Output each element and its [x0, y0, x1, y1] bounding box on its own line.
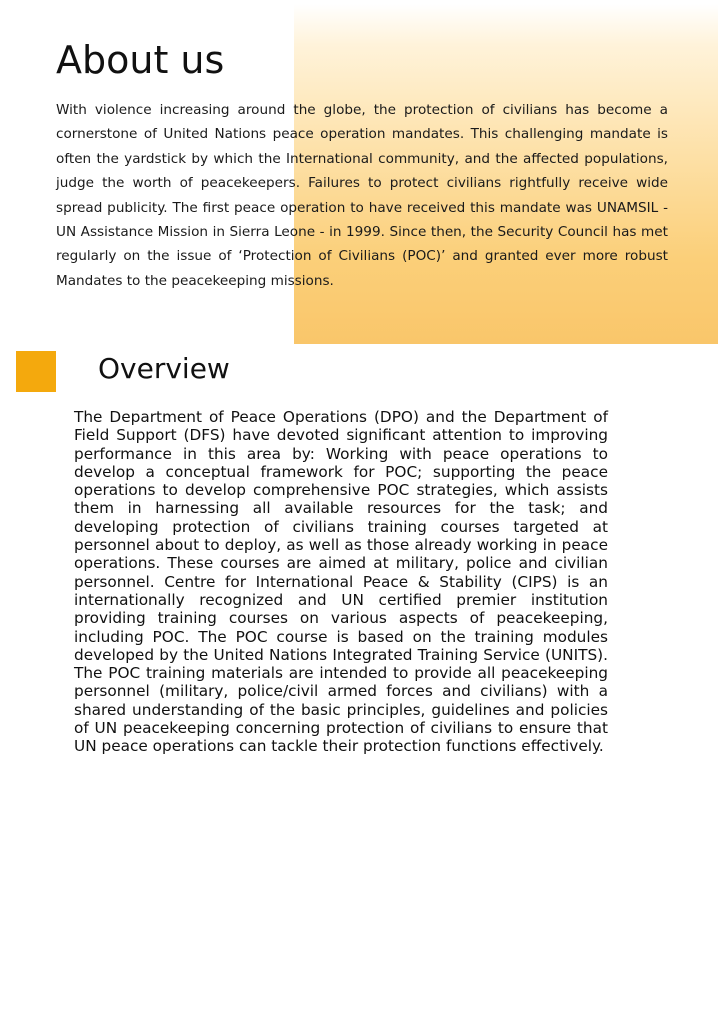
- overview-heading: Overview: [98, 352, 230, 385]
- section-marker-square: [16, 351, 56, 392]
- about-paragraph: With violence increasing around the globe, the protection of civilians has become a cornerstone of United Nations peace operation mandates. This challenging mandate is often the yardstick by which the International community, and the affected populations, judge the worth of peacekeepers. Failures to protect civilians rightfully receive wide spread publicity. The first peace operation to have received this mandate was UNAMSIL - UN Assistance Mission in Sierra Leone - in 1999. Since then, the Security Council has met regularly on the issue of ‘Protection of Civilians (POC)’ and granted ever more robust Mandates to the peacekeeping missions.: [56, 102, 668, 289]
- page-title: About us: [56, 38, 225, 82]
- overview-paragraph: The Department of Peace Operations (DPO) and the Department of Field Support (DFS) have devoted significant attention to improving performance in this area by: Working with peace operations to develop a conceptual framework for POC; supporting the peace operations to develop comprehensive POC strategies, which assists them in harnessing all available resources for the task; and developing protection of civilians training courses targeted at personnel about to deploy, as well as those already working in peace operations. These courses are aimed at military, police and civilian personnel. Centre for International Peace & Stability (CIPS) is an internationally recognized and UN certified premier institution providing training courses on various aspects of peacekeeping, including POC. The POC course is based on the training modules developed by the United Nations Integrated Training Service (UNITS). The POC training materials are intended to provide all peacekeeping personnel (military, police/civil armed forces and civilians) with a shared understanding of the basic principles, guidelines and policies of UN peacekeeping concerning protection of civilians to ensure that UN peace operations can tackle their protection functions effectively.: [74, 408, 608, 756]
